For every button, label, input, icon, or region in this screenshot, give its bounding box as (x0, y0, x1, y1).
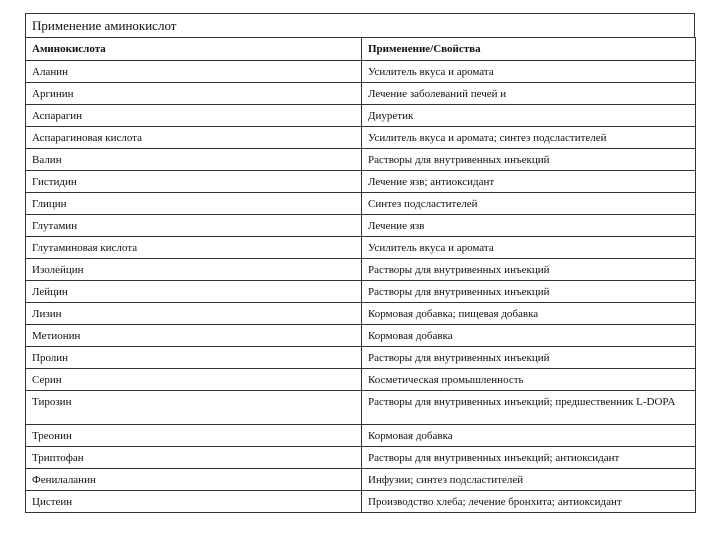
application-cell: Усилитель вкуса и аромата; синтез подсластителей (362, 127, 696, 149)
table-row (26, 215, 696, 237)
amino-name-cell: Триптофан (26, 447, 362, 469)
amino-name-cell: Глицин (26, 193, 362, 215)
amino-name-cell: Аспарагиновая кислота (26, 127, 362, 149)
amino-name-cell: Фенилаланин (26, 469, 362, 491)
table-row (26, 193, 696, 215)
amino-name-cell: Аргинин (26, 83, 362, 105)
header-application: Применение/Свойства (362, 38, 696, 61)
amino-name-cell: Гистидин (26, 171, 362, 193)
application-cell: Лечение язв; антиоксидант (362, 171, 696, 193)
application-cell: Лечение заболеваний печей и (362, 83, 696, 105)
table-row (26, 469, 696, 491)
application-cell: Растворы для внутривенных инъекций (362, 347, 696, 369)
amino-name-cell: Лизин (26, 303, 362, 325)
table-row (26, 259, 696, 281)
application-cell: Кормовая добавка (362, 425, 696, 447)
amino-name-cell: Глутаминовая кислота (26, 237, 362, 259)
table-row (26, 447, 696, 469)
amino-name-cell: Изолейцин (26, 259, 362, 281)
application-cell: Синтез подсластителей (362, 193, 696, 215)
table-row (26, 325, 696, 347)
amino-name-cell: Пролин (26, 347, 362, 369)
amino-name-cell: Лейцин (26, 281, 362, 303)
table-row (26, 127, 696, 149)
table-row (26, 281, 696, 303)
application-cell: Косметическая промышленность (362, 369, 696, 391)
amino-name-cell: Серин (26, 369, 362, 391)
application-cell: Усилитель вкуса и аромата (362, 61, 696, 83)
amino-name-cell: Тирозин (26, 391, 362, 425)
application-cell: Производство хлеба; лечение бронхита; антиоксидант (362, 491, 696, 513)
application-cell: Растворы для внутривенных инъекций (362, 281, 696, 303)
table-row (26, 347, 696, 369)
table-row (26, 61, 696, 83)
table-row (26, 105, 696, 127)
table-title: Применение аминокислот (25, 13, 695, 37)
amino-acid-document (25, 13, 695, 513)
amino-name-cell: Аспарагин (26, 105, 362, 127)
table-row (26, 369, 696, 391)
amino-name-cell: Валин (26, 149, 362, 171)
table-row (26, 303, 696, 325)
amino-name-cell: Цистеин (26, 491, 362, 513)
table-row (26, 391, 696, 425)
amino-name-cell: Метионин (26, 325, 362, 347)
application-cell: Кормовая добавка; пищевая добавка (362, 303, 696, 325)
amino-name-cell: Треонин (26, 425, 362, 447)
application-cell: Кормовая добавка (362, 325, 696, 347)
application-cell: Диуретик (362, 105, 696, 127)
amino-acid-table (25, 37, 696, 513)
table-row (26, 83, 696, 105)
table-row (26, 491, 696, 513)
application-cell: Растворы для внутривенных инъекций; предшественник L-DOPA (362, 391, 696, 425)
header-amino-acid: Аминокислота (26, 38, 362, 61)
application-cell: Растворы для внутривенных инъекций (362, 259, 696, 281)
application-cell: Лечение язв (362, 215, 696, 237)
amino-name-cell: Аланин (26, 61, 362, 83)
application-cell: Усилитель вкуса и аромата (362, 237, 696, 259)
application-cell: Инфузии; синтез подсластителей (362, 469, 696, 491)
table-row (26, 237, 696, 259)
amino-name-cell: Глутамин (26, 215, 362, 237)
application-cell: Растворы для внутривенных инъекций; антиоксидант (362, 447, 696, 469)
header-row (26, 38, 696, 61)
table-row (26, 149, 696, 171)
table-row (26, 425, 696, 447)
application-cell: Растворы для внутривенных инъекций (362, 149, 696, 171)
table-row (26, 171, 696, 193)
